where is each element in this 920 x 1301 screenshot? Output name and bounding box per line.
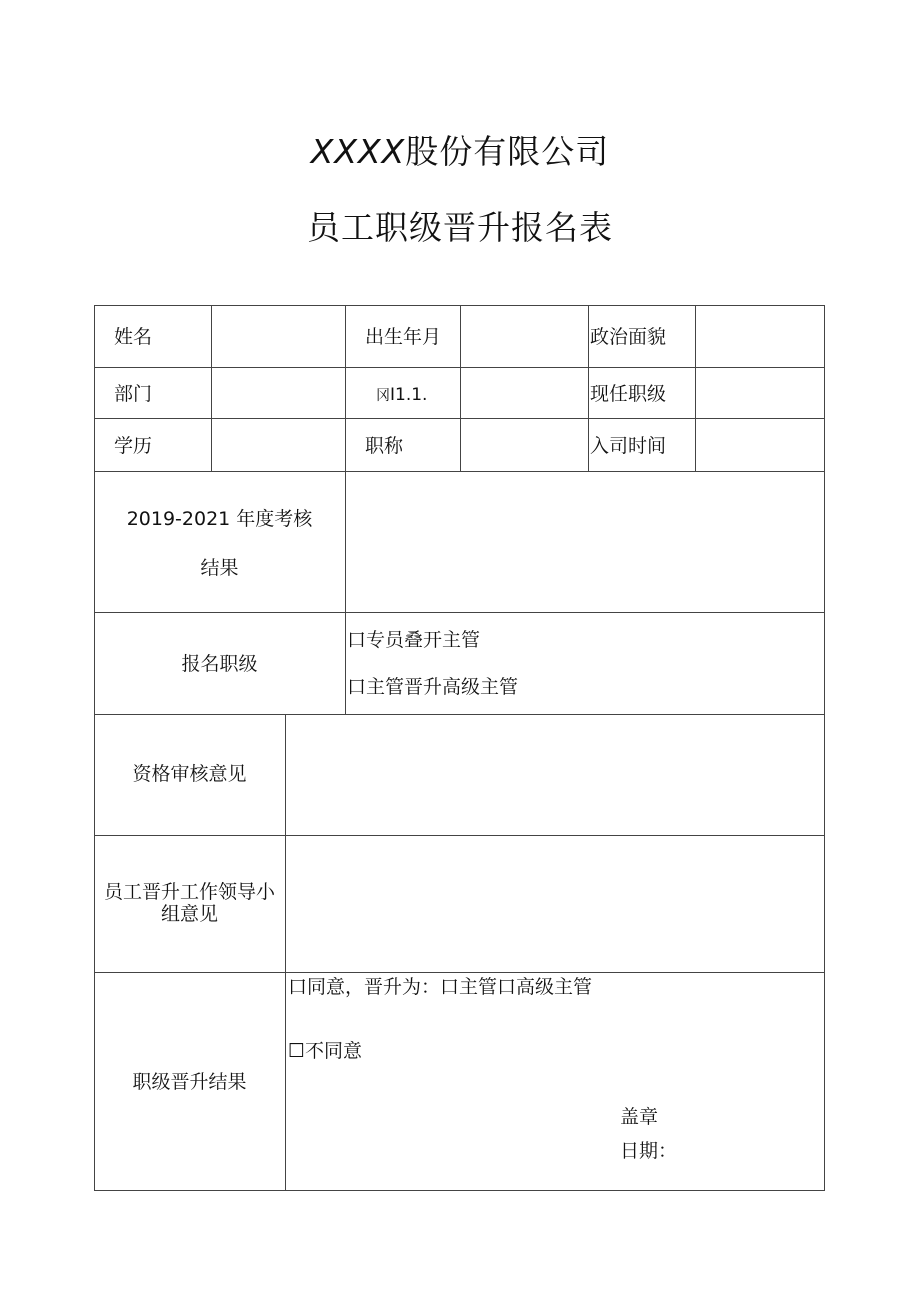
company-suffix: 股份有限公司	[405, 132, 610, 171]
col-divider	[588, 305, 589, 471]
seal-label: 盖章	[620, 1106, 659, 1128]
col-divider	[345, 305, 346, 714]
row-divider	[94, 612, 825, 613]
gender-label-glyph: 冈	[376, 388, 390, 404]
appraisal-label	[94, 507, 345, 580]
row-divider	[94, 471, 825, 472]
name-label: 姓名	[114, 326, 153, 348]
result-agree-option[interactable]: 口同意，晋升为：口主管口高级主管	[288, 976, 593, 998]
row-divider	[94, 835, 825, 836]
appraisal-label-line1: 2019-2021 年度考核	[126, 508, 313, 530]
promotion-result-label: 职级晋升结果	[132, 1071, 247, 1093]
qualification-review-label: 资格审核意见	[132, 763, 247, 785]
political-status-label: 政治面貌	[590, 326, 667, 348]
education-label: 学历	[114, 435, 153, 457]
appraisal-label-line2: 结果	[200, 557, 239, 579]
leadership-label-line1: 员工晋升工作领导小	[103, 881, 275, 903]
col-divider	[460, 305, 461, 471]
gender-label-text: I1.1.	[390, 385, 428, 405]
current-level-label: 现任职级	[590, 383, 667, 405]
company-name	[0, 126, 920, 173]
table-border-right	[824, 305, 825, 1191]
row-divider	[94, 972, 825, 973]
form-title: 员工职级晋升报名表	[307, 208, 613, 247]
birth-date-label: 出生年月	[365, 326, 442, 348]
apply-option-specialist-to-supervisor[interactable]: 口专员叠开主管	[347, 629, 481, 651]
table-border-left	[94, 305, 95, 1191]
row-divider	[94, 714, 825, 715]
leadership-opinion-label	[94, 881, 285, 925]
table-border-bottom	[94, 1190, 825, 1191]
col-divider	[211, 305, 212, 471]
apply-option-supervisor-to-senior[interactable]: 口主管晋升高级主管	[347, 676, 519, 698]
department-label: 部门	[114, 383, 153, 405]
company-prefix: XXXX	[310, 132, 406, 171]
join-date-label: 入司时间	[590, 435, 667, 457]
result-disagree-option[interactable]: ☐不同意	[288, 1040, 363, 1062]
leadership-label-line2: 组意见	[160, 903, 218, 925]
col-divider	[695, 305, 696, 471]
gender-label	[376, 382, 427, 408]
date-label: 日期：	[620, 1140, 678, 1162]
col-divider	[285, 714, 286, 1190]
apply-level-label: 报名职级	[181, 653, 258, 675]
job-title-label: 职称	[365, 435, 404, 457]
